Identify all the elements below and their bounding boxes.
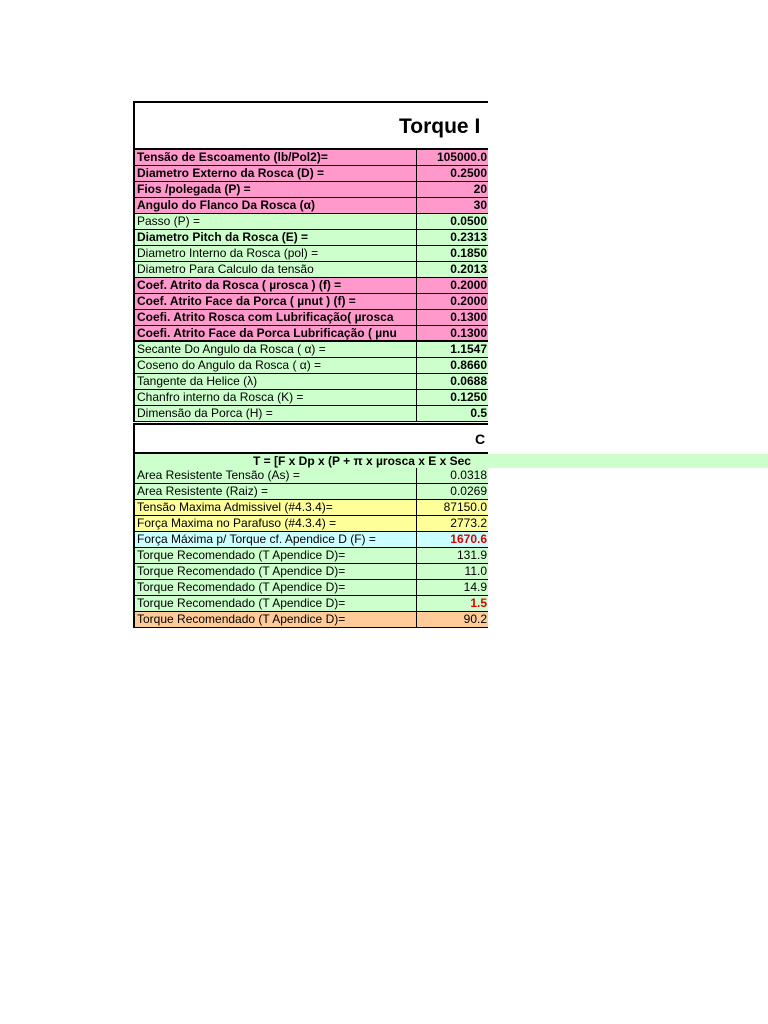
param-row[interactable] (133, 342, 488, 358)
param-value[interactable]: 1.1547 (417, 342, 488, 358)
result-value[interactable]: 2773.2 (417, 516, 488, 532)
result-value[interactable]: 90.2 (417, 612, 488, 628)
param-label[interactable]: Passo (P) = (135, 214, 417, 230)
param-row[interactable] (133, 294, 488, 310)
param-label[interactable]: Secante Do Angulo da Rosca ( α) = (135, 342, 417, 358)
param-value[interactable]: 0.1300 (417, 326, 488, 342)
param-value[interactable]: 0.2000 (417, 294, 488, 310)
result-label[interactable]: Tensão Maxima Admissivel (#4.3.4)= (135, 500, 417, 516)
result-row[interactable] (133, 468, 488, 484)
param-row[interactable] (133, 230, 488, 246)
result-value[interactable]: 14.9 (417, 580, 488, 596)
param-row[interactable] (133, 214, 488, 230)
param-value[interactable]: 0.2313 (417, 230, 488, 246)
param-row[interactable] (133, 278, 488, 294)
param-row[interactable] (133, 198, 488, 214)
result-value[interactable]: 0.0318 (417, 468, 488, 484)
param-row[interactable] (133, 374, 488, 390)
param-label[interactable]: Coefi. Atrito Face da Porca Lubrificação ( µnu (135, 326, 417, 342)
result-row[interactable] (133, 596, 488, 612)
param-label[interactable]: Chanfro interno da Rosca (K) = (135, 390, 417, 406)
result-row[interactable] (133, 580, 488, 596)
result-row[interactable] (133, 516, 488, 532)
param-label[interactable]: Angulo do Flanco Da Rosca (α) (135, 198, 417, 214)
param-value[interactable]: 0.2000 (417, 278, 488, 294)
result-label[interactable]: Area Resistente (Raiz) = (135, 484, 417, 500)
result-label[interactable]: Torque Recomendado (T Apendice D)= (135, 612, 417, 628)
param-row[interactable] (133, 262, 488, 278)
param-value[interactable]: 0.2013 (417, 262, 488, 278)
result-label[interactable]: Força Maxima no Parafuso (#4.3.4) = (135, 516, 417, 532)
param-value[interactable]: 0.1250 (417, 390, 488, 406)
sheet-title: Torque I (399, 115, 481, 138)
result-row[interactable] (133, 532, 488, 548)
result-label[interactable]: Torque Recomendado (T Apendice D)= (135, 596, 417, 612)
param-label[interactable]: Coefi. Atrito Rosca com Lubrificação( µrosca (135, 310, 417, 326)
param-row[interactable] (133, 182, 488, 198)
result-row[interactable] (133, 484, 488, 500)
param-label[interactable]: Tensão de Escoamento (lb/Pol2)= (135, 150, 417, 166)
result-value[interactable]: 87150.0 (417, 500, 488, 516)
param-row[interactable] (133, 390, 488, 406)
param-value[interactable]: 0.1300 (417, 310, 488, 326)
result-row[interactable] (133, 548, 488, 564)
param-value[interactable]: 20 (417, 182, 488, 198)
param-row[interactable] (133, 406, 488, 422)
param-label[interactable]: Diametro Externo da Rosca (D) = (135, 166, 417, 182)
param-label[interactable]: Diametro Pitch da Rosca (E) = (135, 230, 417, 246)
param-value[interactable]: 0.2500 (417, 166, 488, 182)
result-value[interactable]: 11.0 (417, 564, 488, 580)
param-label[interactable]: Coseno do Angulo da Rosca ( α) = (135, 358, 417, 374)
result-value[interactable]: 1.5 (417, 596, 488, 612)
param-row[interactable] (133, 358, 488, 374)
param-row[interactable] (133, 246, 488, 262)
result-value[interactable]: 1670.6 (417, 532, 488, 548)
param-row[interactable] (133, 326, 488, 342)
result-label[interactable]: Area Resistente Tensão (As) = (135, 468, 417, 484)
result-row[interactable] (133, 612, 488, 628)
section-header: C (475, 431, 486, 447)
param-label[interactable]: Diametro Para Calculo da tensão (135, 262, 417, 278)
result-value[interactable]: 131.9 (417, 548, 488, 564)
result-row[interactable] (133, 564, 488, 580)
param-value[interactable]: 105000.0 (417, 150, 488, 166)
param-label[interactable]: Coef. Atrito Face da Porca ( µnut ) (f) = (135, 294, 417, 310)
param-row[interactable] (133, 310, 488, 326)
param-label[interactable]: Coef. Atrito da Rosca ( µrosca ) (f) = (135, 278, 417, 294)
result-label[interactable]: Torque Recomendado (T Apendice D)= (135, 564, 417, 580)
sheet-title-cell[interactable] (133, 101, 488, 150)
param-row[interactable] (133, 166, 488, 182)
param-label[interactable]: Diametro Interno da Rosca (pol) = (135, 246, 417, 262)
param-label[interactable]: Tangente da Helice (λ) (135, 374, 417, 390)
param-label[interactable]: Dimensão da Porca (H) = (135, 406, 417, 422)
result-label[interactable]: Força Máxima p/ Torque cf. Apendice D (F) = (135, 532, 417, 548)
param-value[interactable]: 0.1850 (417, 246, 488, 262)
param-row[interactable] (133, 150, 488, 166)
param-value[interactable]: 0.8660 (417, 358, 488, 374)
param-label[interactable]: Fios /polegada (P) = (135, 182, 417, 198)
result-label[interactable]: Torque Recomendado (T Apendice D)= (135, 580, 417, 596)
result-row[interactable] (133, 500, 488, 516)
param-value[interactable]: 0.0500 (417, 214, 488, 230)
formula-cell[interactable] (133, 454, 768, 468)
result-value[interactable]: 0.0269 (417, 484, 488, 500)
param-value[interactable]: 0.0688 (417, 374, 488, 390)
param-value[interactable]: 0.5 (417, 406, 488, 422)
section-header-cell[interactable] (133, 423, 488, 454)
param-value[interactable]: 30 (417, 198, 488, 214)
result-label[interactable]: Torque Recomendado (T Apendice D)= (135, 548, 417, 564)
formula-text: T = [F x Dp x (P + π x µrosca x E x Sec (253, 454, 471, 468)
